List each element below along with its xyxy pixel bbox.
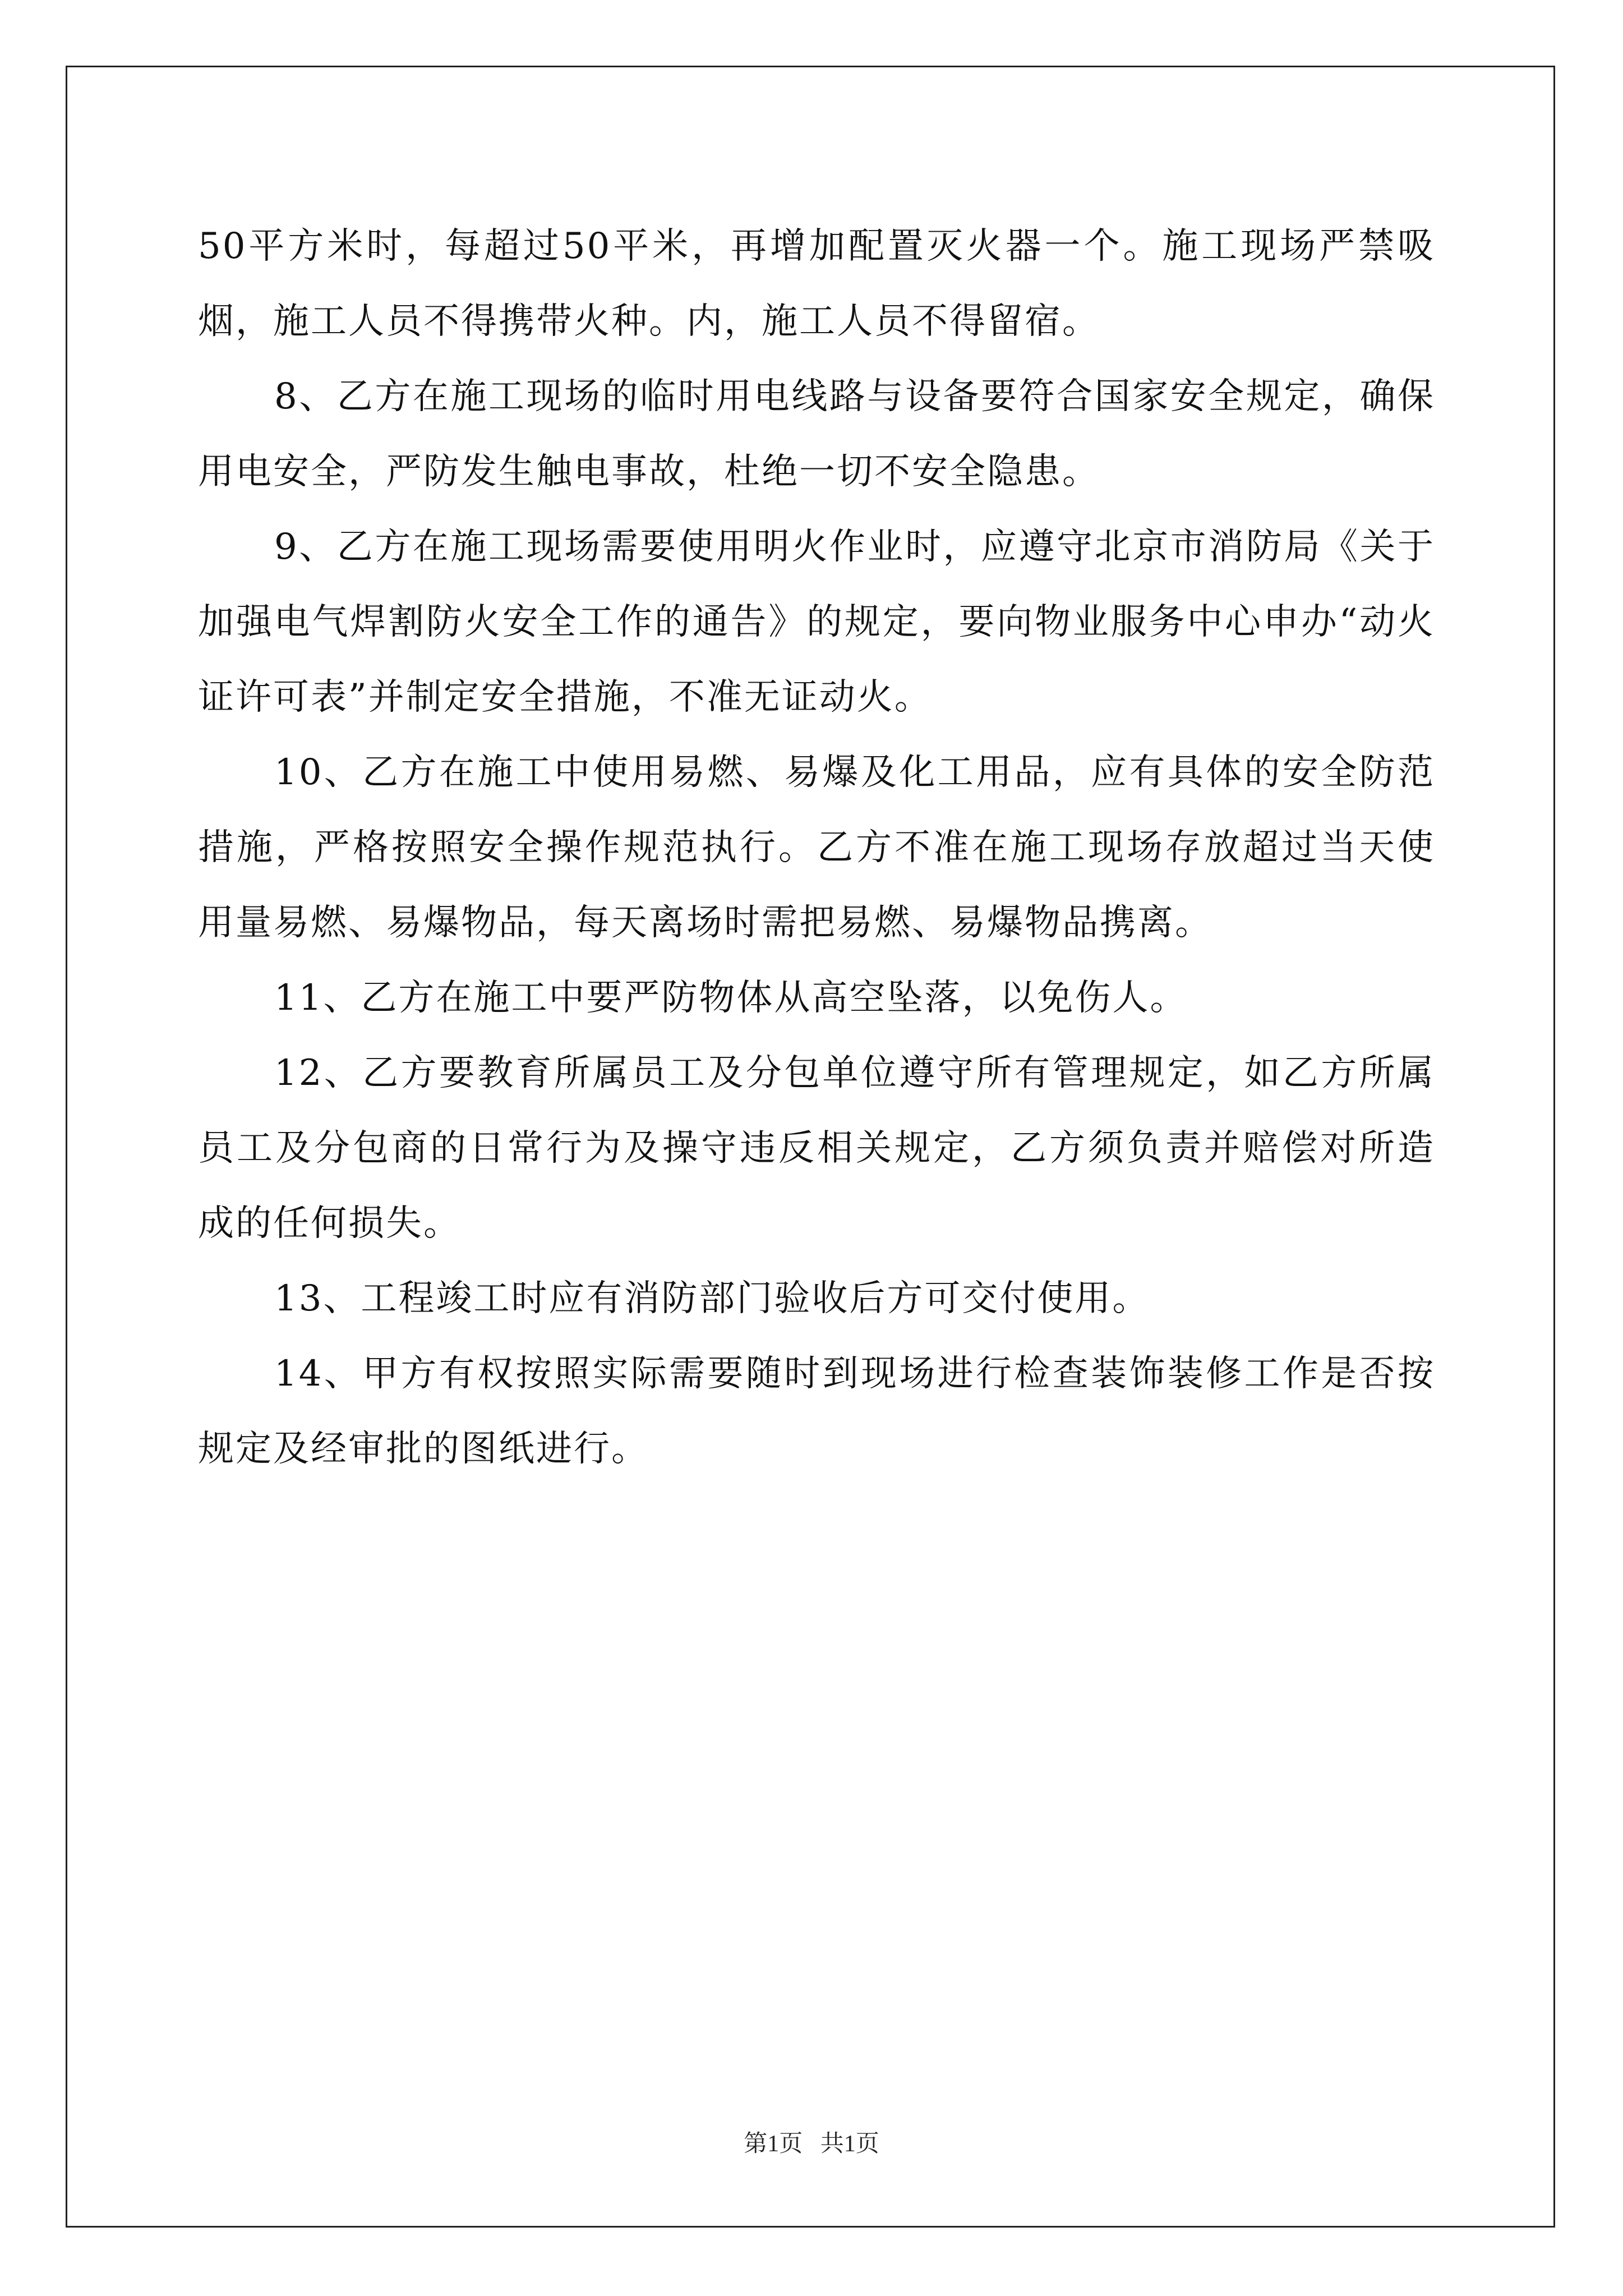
paragraph-item-13: 13、工程竣工时应有消防部门验收后方可交付使用。 bbox=[274, 1278, 1150, 1319]
paragraph-item-12: 12、乙方要教育所属员工及分包单位遵守所有管理规定，如乙方所属员工及分包商的日常行为及操守违反相关规定，乙方须负责并赔偿对所造成的任何损失。 bbox=[198, 1052, 1435, 1244]
paragraph-item-8: 8、乙方在施工现场的临时用电线路与设备要符合国家安全规定，确保用电安全，严防发生触电事故，杜绝一切不安全隐患。 bbox=[198, 376, 1435, 493]
page-number-footer: 第1页 共1页 bbox=[744, 2131, 879, 2157]
paragraph-item-14: 14、甲方有权按照实际需要随时到现场进行检查装饰装修工作是否按规定及经审批的图纸进行。 bbox=[198, 1353, 1435, 1470]
paragraph-item-9: 9、乙方在施工现场需要使用明火作业时，应遵守北京市消防局《关于加强电气焊割防火安全工作的通告》的规定，要向物业服务中心申办“动火证许可表”并制定安全措施，不准无证动火。 bbox=[198, 526, 1435, 718]
paragraph-continued: 50平方米时，每超过50平米，再增加配置灭火器一个。施工现场严禁吸烟，施工人员不得携带火种。内，施工人员不得留宿。 bbox=[198, 226, 1435, 342]
paragraph-item-10: 10、乙方在施工中使用易燃、易爆及化工用品，应有具体的安全防范措施，严格按照安全操作规范执行。乙方不准在施工现场存放超过当天使用量易燃、易爆物品，每天离场时需把易燃、易爆物品携离。 bbox=[198, 752, 1435, 944]
paragraph-item-11: 11、乙方在施工中要严防物体从高空坠落，以免伤人。 bbox=[274, 977, 1188, 1019]
document-body bbox=[198, 209, 1435, 1487]
